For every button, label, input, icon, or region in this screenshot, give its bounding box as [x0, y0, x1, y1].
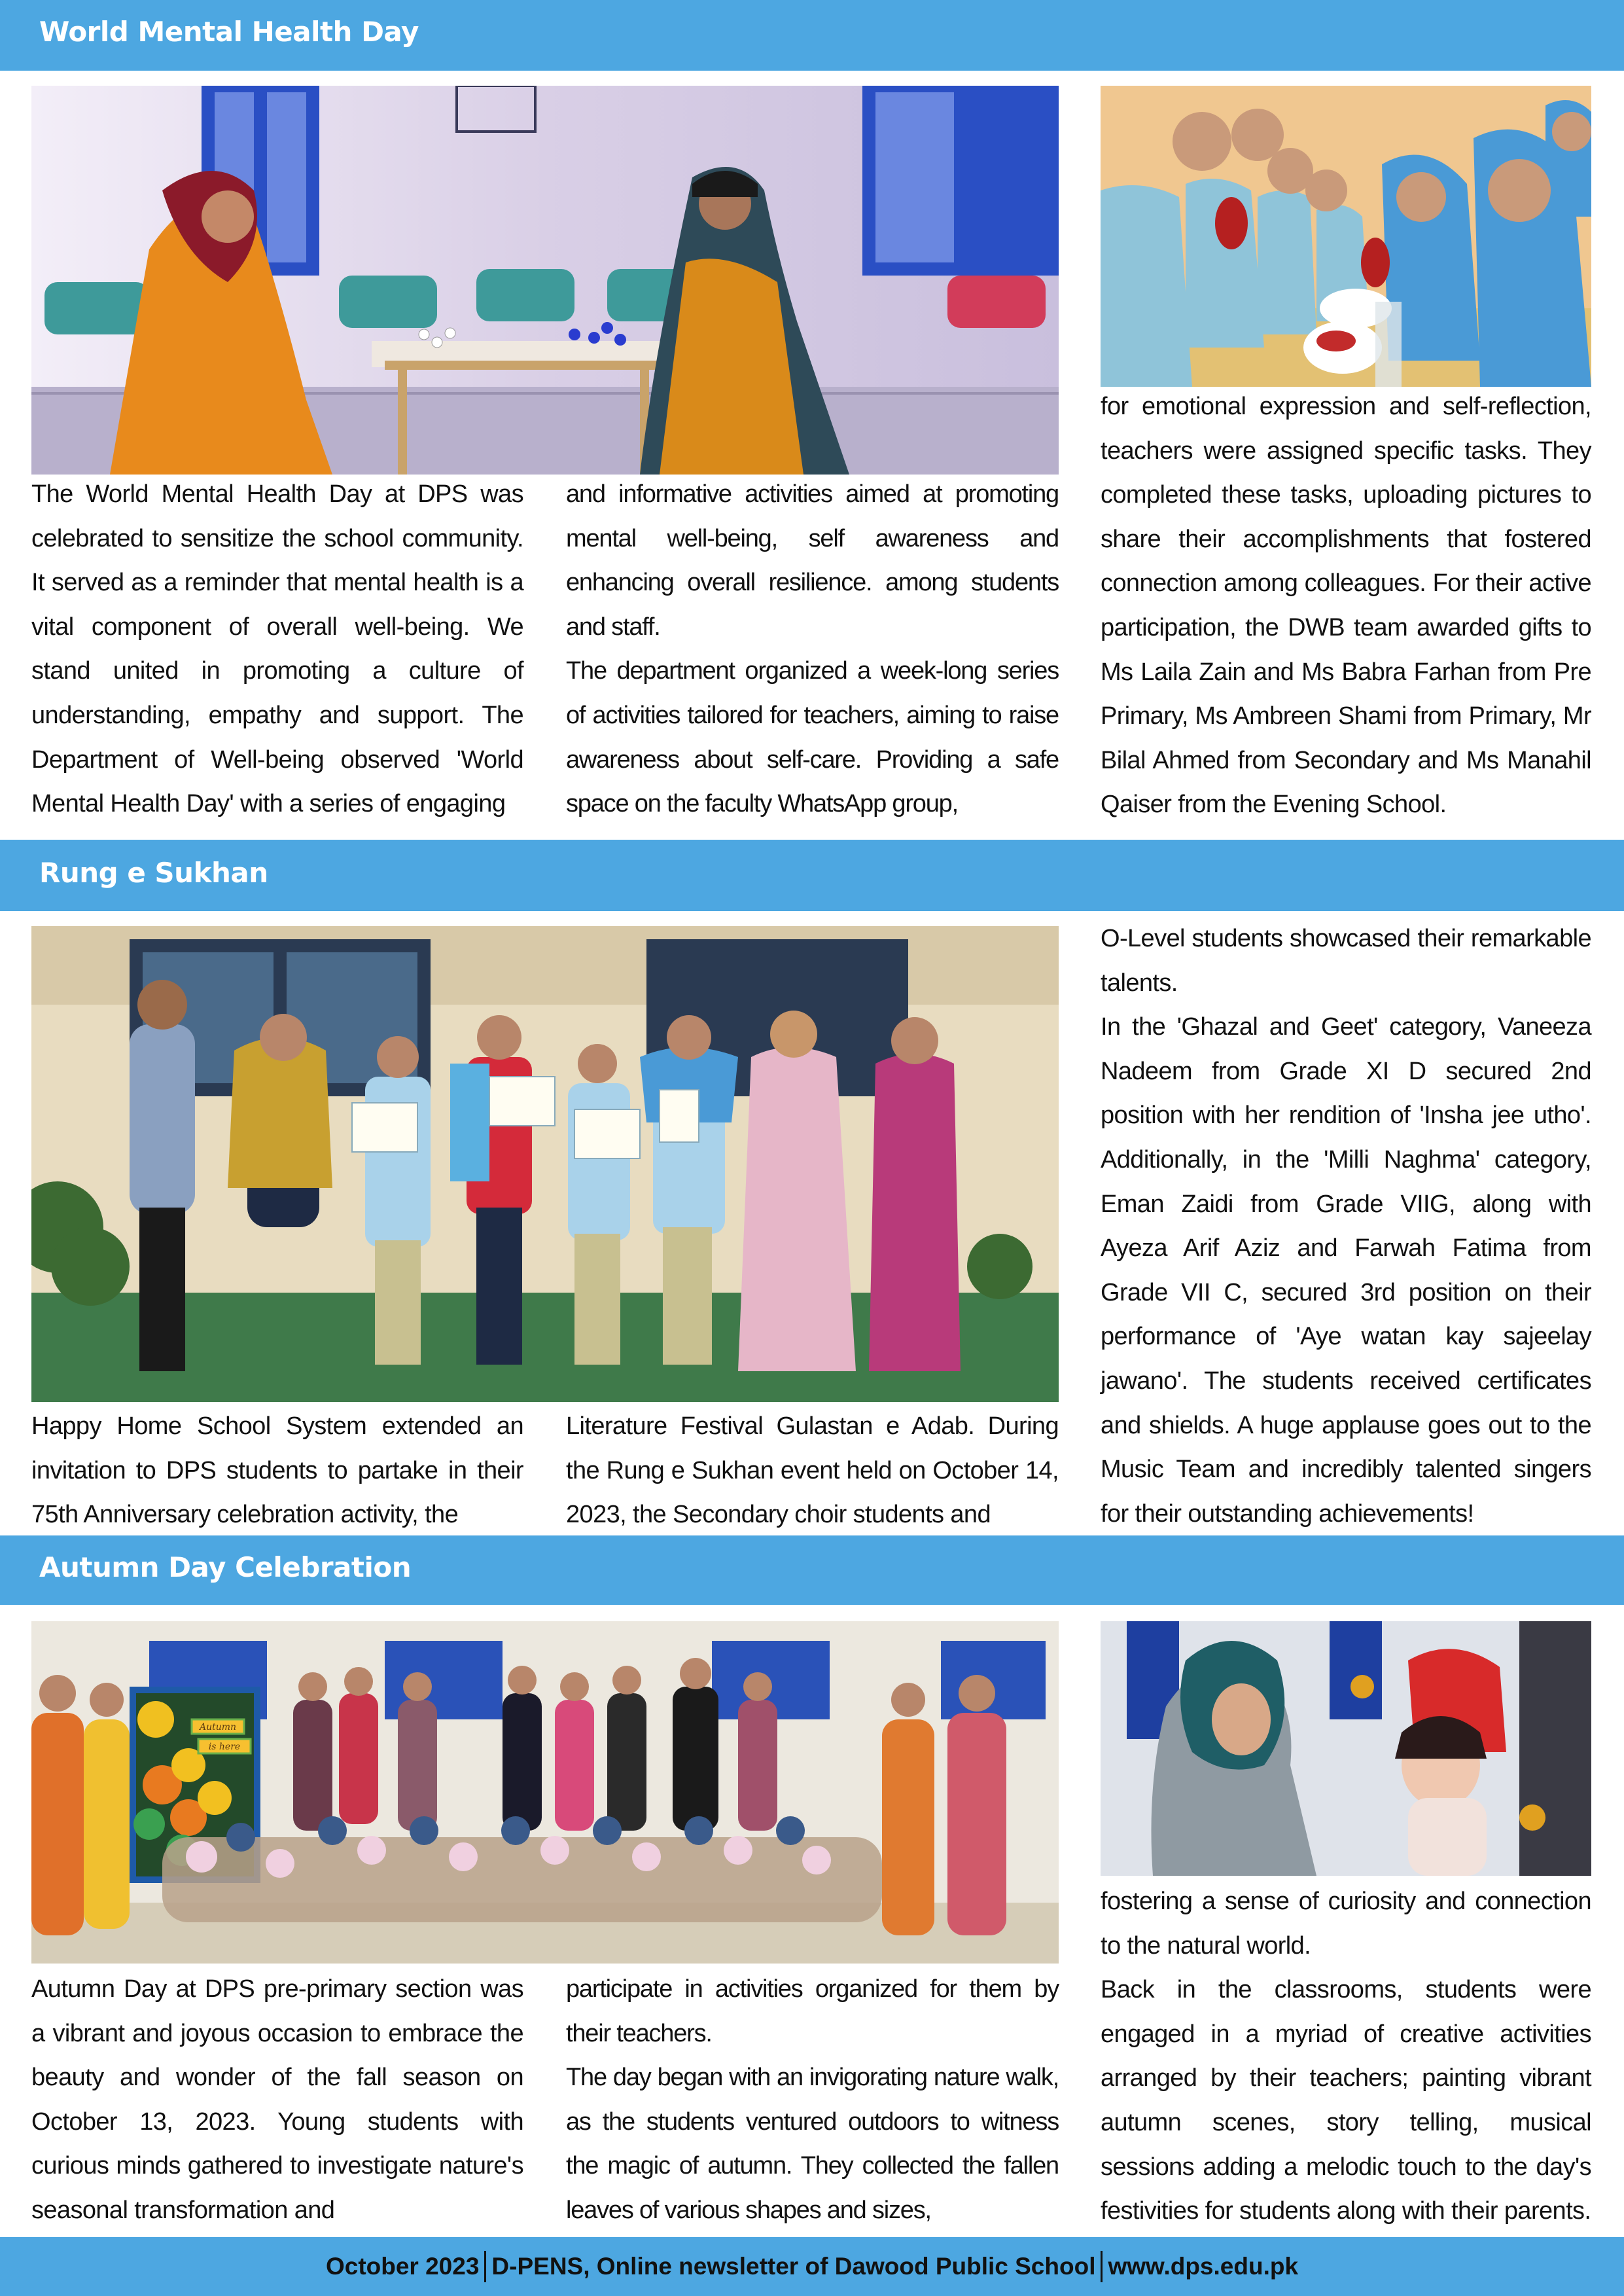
- footer-separator: [484, 2251, 486, 2282]
- footer-newsletter-name: D-PENS, Online newsletter of Dawood Public School: [491, 2253, 1096, 2280]
- paragraph: Happy Home School System extended an invitation to DPS students to partake in their 75th Anniversary celebration activity, the: [31, 1412, 523, 1529]
- paragraph: Back in the classrooms, students were engaged in a myriad of creative activities arranged by their teachers; painting vibrant autumn scenes, story telling, musical sessions adding a melodic touch to the day's festivities for students along with their parents.: [1101, 1976, 1591, 2225]
- article-column-2: [566, 1405, 1059, 1537]
- footer-date: October 2023: [325, 2253, 480, 2280]
- section-title: World Mental Health Day: [39, 16, 419, 48]
- section-header-rung-e-sukhan: [0, 840, 1624, 911]
- photo-chess-game: [31, 86, 1059, 475]
- article-column-1: [31, 473, 523, 827]
- board-text-line-2: is here: [208, 1742, 241, 1752]
- paragraph: fostering a sense of curiosity and connection to the natural world.: [1101, 1888, 1591, 1960]
- photo-teacher-with-toddler: [1101, 1621, 1591, 1876]
- section-title: Rung e Sukhan: [39, 857, 268, 889]
- board-text-line-1: Autumn: [199, 1722, 237, 1732]
- paragraph: In the 'Ghazal and Geet' category, Vaneeza Nadeem from Grade XI D secured 2nd position with her rendition of 'Insha jee utho'. Additionally, in the 'Milli Naghma' category, Eman Zaidi from Grade VIIG, along with Ayeza Arif Aziz and Farwah Fatima from Grade VII C, secured 3rd position on their performance of 'Aye watan kay sajeelay jawano'. The students received certificates and shields. A huge applause goes out to the Music Team and incredibly talented singers for their outstanding achievements!: [1101, 1013, 1591, 1528]
- article-column-1: [31, 1967, 523, 2233]
- article-column-1: [31, 1405, 523, 1537]
- paragraph: Literature Festival Gulastan e Adab. During the Rung e Sukhan event held on October 14, 2023, the Secondary choir students and: [566, 1412, 1059, 1529]
- photo-autumn-group: [31, 1621, 1059, 1964]
- paragraph: O-Level students showcased their remarkable talents.: [1101, 925, 1591, 997]
- paragraph: Autumn Day at DPS pre-primary section was a vibrant and joyous occasion to embrace the beauty and wonder of the fall season on October 13, 2023. Young students with curious minds gathered to investigate nature's seasonal transformation and: [31, 1975, 523, 2224]
- newsletter-footer: [0, 2237, 1624, 2296]
- section-title: Autumn Day Celebration: [39, 1551, 412, 1583]
- article-column-3: [1101, 385, 1591, 827]
- footer-separator: [1101, 2251, 1103, 2282]
- footer-website-link[interactable]: www.dps.edu.pk: [1108, 2253, 1299, 2280]
- section-header-autumn-day-celebration: [0, 1535, 1624, 1605]
- paragraph: for emotional expression and self-reflection, teachers were assigned specific tasks. They completed these tasks, uploading pictures to share their accomplishments that fostered connection among colleagues. For their active participation, the DWB team awarded gifts to Ms Laila Zain and Ms Babra Farhan from Pre Primary, Ms Ambreen Shami from Primary, Mr Bilal Ahmed from Secondary and Ms Manahil Qaiser from the Evening School.: [1101, 393, 1591, 819]
- paragraph: participate in activities organized for them by their teachers.: [566, 1975, 1059, 2047]
- photo-students-painting: [1101, 86, 1591, 387]
- section-header-world-mental-health-day: [0, 0, 1624, 71]
- article-column-2: [566, 473, 1059, 827]
- paragraph: The day began with an invigorating nature walk, as the students ventured outdoors to witness the magic of autumn. They collected the fallen leaves of various shapes and sizes,: [566, 2064, 1059, 2224]
- article-column-2: [566, 1967, 1059, 2233]
- article-column-3: [1101, 917, 1591, 1536]
- paragraph: The department organized a week-long series of activities tailored for teachers, aiming to raise awareness about self-care. Providing a safe space on the faculty WhatsApp group,: [566, 657, 1059, 818]
- photo-certificate-group: [31, 926, 1059, 1402]
- paragraph: and informative activities aimed at promoting mental well-being, self awareness and enhancing overall resilience. among students and staff.: [566, 480, 1059, 641]
- paragraph: The World Mental Health Day at DPS was celebrated to sensitize the school community. It served as a reminder that mental health is a vital component of overall well-being. We stand united in promoting a culture of understanding, empathy and support. The Department of Well-being observed 'World Mental Health Day' with a series of engaging: [31, 480, 523, 818]
- article-column-3: [1101, 1880, 1591, 2234]
